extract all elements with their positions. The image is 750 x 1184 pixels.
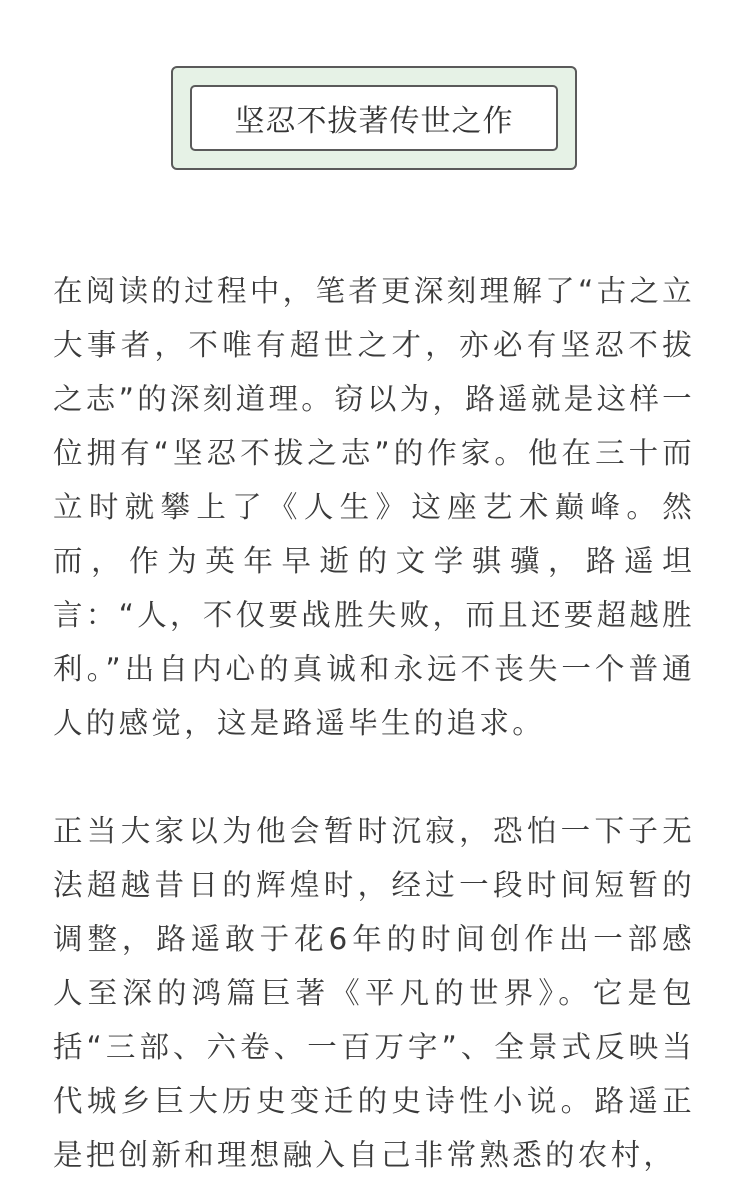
paragraph-1: 在阅读的过程中，笔者更深刻理解了“古之立大事者，不唯有超世之才，亦必有坚忍不拔之志”的深刻道理。窃以为，路遥就是这样一位拥有“坚忍不拔之志”的作家。他在三十而立时就攀上了《人生》这座艺术巅峰。然而，作为英年早逝的文学骐骥，路遥坦言：“人，不仅要战胜失败，而且还要超越胜利。”出自内心的真诚和永远不丧失一个普通人的感觉，这是路遥毕生的追求。 [53,274,695,740]
paragraph-2: 正当大家以为他会暂时沉寂，恐怕一下子无法超越昔日的辉煌时，经过一段时间短暂的调整，路遥敢于花6年的时间创作出一部感人至深的鸿篇巨著《平凡的世界》。它是包括“三部、六卷、一百万字”、全景式反映当代城乡巨大历史变迁的史诗性小说。路遥正是把创新和理想融入自己非常熟悉的农村， [53,814,695,1172]
section-title-frame [171,66,577,170]
section-title: 坚忍不拔著传世之作 [190,85,558,151]
article-body [53,264,695,1182]
